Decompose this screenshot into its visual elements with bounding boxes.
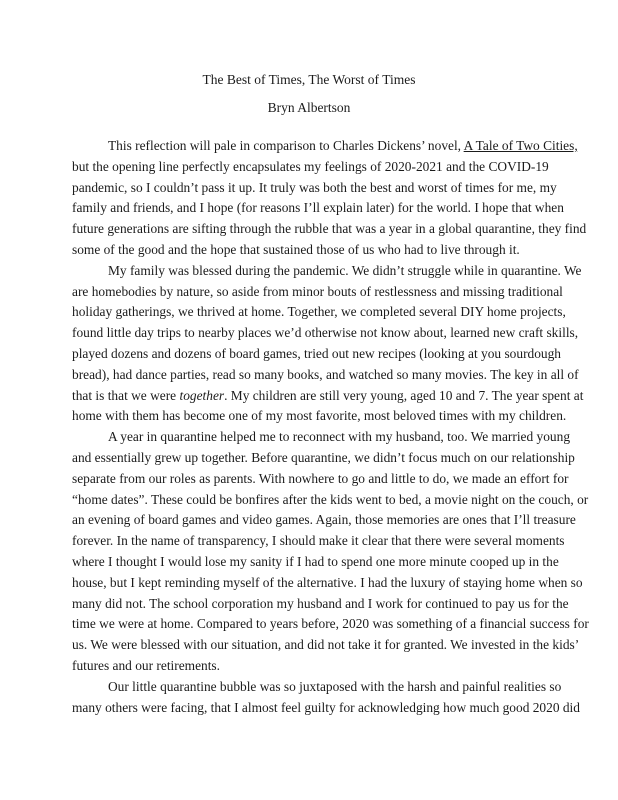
- text-line: [72, 198, 589, 219]
- text-line: [72, 178, 589, 199]
- text-run: A year in quarantine helped me to reconnect with my husband, too. We married young: [108, 429, 571, 445]
- text-line: [72, 282, 589, 303]
- text-run: pandemic, so I couldn’t pass it up. It truly was both the best and worst of times for me, my: [72, 179, 557, 195]
- text-run: found little day trips to nearby places we’d otherwise not know about, learned new craft skills,: [72, 325, 579, 341]
- text-line: [72, 302, 589, 323]
- text-line: [72, 427, 589, 448]
- text-line: [72, 594, 589, 615]
- text-run: My family was blessed during the pandemic. We didn’t struggle while in quarantine. We: [108, 262, 582, 278]
- text-line: [72, 635, 589, 656]
- text-run: futures and our retirements.: [72, 657, 220, 673]
- text-run: played dozens and dozens of board games, tried out new recipes (looking at you sourdough: [72, 345, 561, 361]
- text-run: This reflection will pale in comparison to Charles Dickens’ novel,: [108, 138, 464, 153]
- text-line: [72, 469, 589, 490]
- text-line: [72, 573, 589, 594]
- text-line: [72, 448, 589, 469]
- text-line: [72, 240, 589, 261]
- text-line: [72, 344, 589, 365]
- underlined-text: A Tale of Two Cities,: [463, 138, 578, 153]
- text-line: [72, 656, 589, 677]
- paragraph: [72, 136, 589, 261]
- text-line: [72, 365, 589, 386]
- text-run: that is that we were: [72, 387, 180, 403]
- text-run: future generations are sifting through the rubble that was a year in a global quarantine, they find: [72, 221, 587, 237]
- text-run: where I thought I would lose my sanity if I had to spend one more minute cooped up in the: [72, 553, 559, 569]
- text-line: [72, 614, 589, 635]
- text-run: Our little quarantine bubble was so juxtaposed with the harsh and painful realities so: [108, 678, 562, 694]
- text-run: home with them has become one of my most favorite, most beloved times with my children.: [72, 408, 567, 424]
- paragraph: [72, 677, 589, 719]
- text-line: [72, 261, 589, 282]
- paragraph: [72, 427, 589, 677]
- text-run: . My children are still very young, aged 10 and 7. The year spent at: [224, 387, 584, 403]
- text-run: “home dates”. These could be bonfires after the kids went to bed, a movie night on the couch, or: [72, 491, 589, 507]
- text-line: [72, 698, 589, 719]
- text-run: forever. In the name of transparency, I should make it clear that there were several moments: [72, 533, 565, 549]
- text-line: [72, 219, 589, 240]
- italic-text: together: [179, 387, 225, 403]
- text-line: [72, 323, 589, 344]
- text-line: [72, 157, 589, 178]
- text-line: [72, 510, 589, 531]
- text-line: [72, 136, 589, 157]
- text-line: [72, 677, 589, 698]
- document-author: Bryn Albertson: [267, 100, 351, 115]
- text-run: house, but I kept reminding myself of the alternative. I had the luxury of staying home when so: [72, 574, 583, 590]
- text-run: separate from our roles as parents. With nowhere to go and little to do, we made an effort for: [72, 470, 569, 486]
- text-run: but the opening line perfectly encapsulates my feelings of 2020-2021 and the COVID-19: [72, 158, 549, 174]
- paragraph: [72, 261, 589, 427]
- text-run: family and friends, and I hope (for reasons I’ll explain later) for the world. I hope that when: [72, 200, 564, 216]
- document-title: The Best of Times, The Worst of Times: [202, 72, 416, 87]
- text-run: an evening of board games and video games. Again, those memories are ones that I’ll treasure: [72, 512, 576, 528]
- text-line: [72, 386, 589, 407]
- text-run: are homebodies by nature, so aside from minor bouts of restlessness and missing traditional: [72, 283, 563, 299]
- title-block: [0, 66, 618, 122]
- text-line: [72, 490, 589, 511]
- document-body: [72, 136, 589, 718]
- text-run: holiday gatherings, we thrived at home. Together, we completed several DIY home projects,: [72, 304, 566, 320]
- text-line: [72, 531, 589, 552]
- text-run: many others were facing, that I almost feel guilty for acknowledging how much good 2020 did: [72, 699, 580, 715]
- text-run: many did not. The school corporation my husband and I work for continued to pay us for the: [72, 595, 569, 611]
- text-line: [72, 552, 589, 573]
- text-run: some of the good and the hope that sustained those of us who had to live through it.: [72, 241, 520, 257]
- text-line: [72, 406, 589, 427]
- text-run: and essentially grew up together. Before quarantine, we didn’t focus much on our relationship: [72, 449, 575, 465]
- text-run: bread), had dance parties, read so many books, and watched so many movies. The key in all of: [72, 366, 579, 382]
- text-run: us. We were blessed with our situation, and did not take it for granted. We invested in the kids’: [72, 637, 580, 653]
- text-run: time we were at home. Compared to years before, 2020 was something of a financial success for: [72, 616, 589, 632]
